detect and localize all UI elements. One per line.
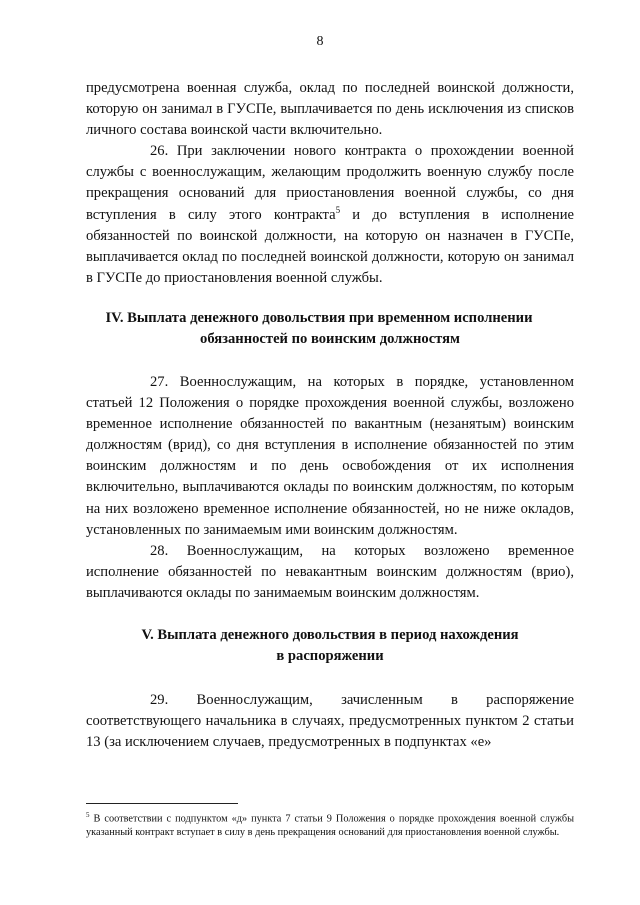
section-iv-heading xyxy=(86,308,574,350)
section-iv-heading-line1: IV. Выплата денежного довольствия при временном исполнении xyxy=(105,309,533,326)
paragraph-26 xyxy=(86,141,574,289)
page-number: 8 xyxy=(316,34,324,49)
paragraph-29: 29. Военнослужащим, зачисленным в распоряжение соответствующего начальника в случаях, предусмотренных пунктом 2 статьи 13 (за исключением случаев, предусмотренных в подпунктах «е» xyxy=(86,691,574,751)
section-v-heading-line1: V. Выплата денежного довольствия в период нахождения xyxy=(141,626,519,643)
document-body xyxy=(86,78,574,753)
footnote xyxy=(86,808,574,840)
footnote-reference: 5 xyxy=(335,204,341,215)
section-v-heading xyxy=(86,625,574,667)
paragraph-28: 28. Военнослужащим, на которых возложено временное исполнение обязанностей по невакантным воинским должностям (врио), выплачиваются оклады по занимаемым воинским должностям. xyxy=(86,542,574,601)
paragraph-26-text-a: 26. При заключении нового контракта о прохождении военной службы с военнослужащим, желающим продолжить военную службу после прекращения оснований для приостановления военной службы, со дня вступления в силу этого контракта xyxy=(86,143,574,223)
paragraph-continuation: предусмотрена военная служба, оклад по последней воинской должности, которую он занимал в ГУСПе, выплачивается по день исключения из списков личного состава воинской части включительно. xyxy=(86,80,574,139)
paragraph-27: 27. Военнослужащим, на которых в порядке, установленном статьей 12 Положения о порядке прохождения военной службы, возложено временное исполнение обязанностей по вакантным (незанятым) воинским должностям (врид), со дня вступления в исполнение обязанностей по этим воинским должностям и по день освобождения от их исполнения включительно, выплачиваются оклады по воинским должностям, по которым на них возложено временное исполнение обязанностей, но не ниже окладов, установленных по занимаемым ими воинским должностям. xyxy=(86,373,574,538)
footnote-text: В соответствии с подпунктом «д» пункта 7 статьи 9 Положения о порядке прохождения военной службы указанный контракт вступает в силу в день прекращения оснований для приостановления военной службы. xyxy=(86,813,574,839)
footnote-separator xyxy=(86,803,238,804)
paragraph-26-text-b: и до вступления в исполнение обязанностей по воинской должности, на которую он назначен в ГУСПе, выплачивается оклад по последней воинской должности, которую он занимал в ГУСПе до приостановления военной службы. xyxy=(86,206,574,286)
section-v-heading-line2: в распоряжении xyxy=(276,647,384,664)
footnote-mark: 5 xyxy=(86,811,90,819)
section-iv-heading-line2: обязанностей по воинским должностям xyxy=(200,330,460,347)
